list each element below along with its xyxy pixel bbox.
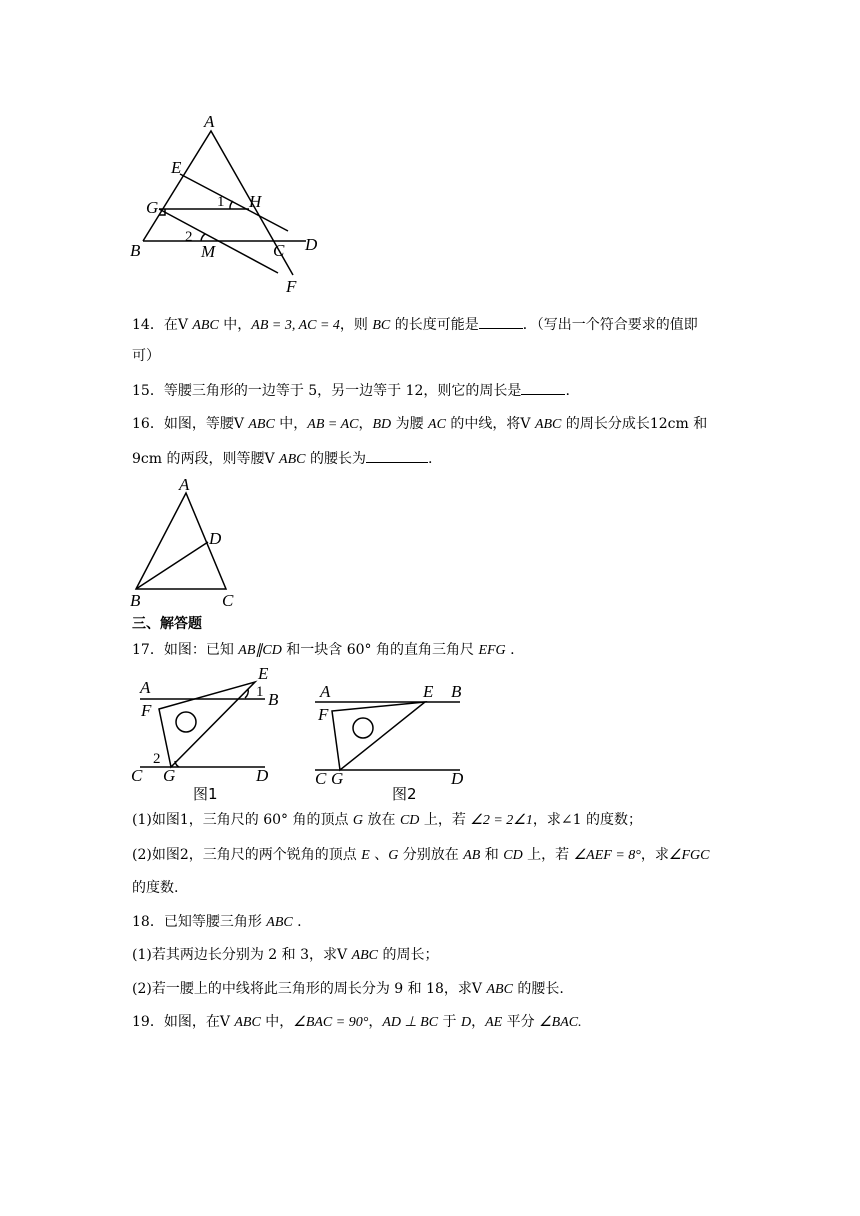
label-C: C [273,241,285,260]
question-19: 19．如图，在V ABC 中，∠BAC = 90°，AD ⊥ BC 于 D，AE 平分 ∠BAC. [132,1014,582,1030]
answer-blank[interactable] [521,380,565,395]
label-B: B [130,591,141,610]
question-14-cont: 可） [132,348,160,364]
label-A: A [320,682,331,701]
label-H: H [249,192,262,211]
label-B: B [268,690,279,709]
label-E: E [258,664,269,683]
section-heading: 三、解答题 [132,616,202,632]
angle-2-label: 2 [185,229,193,245]
label-A: A [204,112,215,131]
figure-q16 [125,476,245,612]
label-E: E [171,158,182,177]
label-G: G [146,198,159,217]
label-G: G [331,769,344,788]
question-18: 18．已知等腰三角形 ABC . [132,914,302,930]
label-M: M [201,242,216,261]
label-F: F [141,701,152,720]
question-17-part2-cont: 的度数. [132,880,179,896]
label-C: C [131,766,143,785]
question-16-cont: 9cm 的两段，则等腰V ABC 的腰长为 . [132,448,432,470]
figure-1-caption: 图1 [193,785,218,803]
figure-2-caption: 图2 [392,785,417,803]
question-17-part1: (1)如图1，三角尺的 60° 角的顶点 G 放在 CD 上，若 ∠2 = 2∠1，求∠1 的度数； [132,812,642,828]
answer-blank[interactable] [366,448,428,463]
question-16: 16．如图，等腰V ABC 中，AB = AC，BD 为腰 AC 的中线，将V ABC 的周长分成长12cm 和 [132,416,708,432]
question-15: 15．等腰三角形的一边等于 5，另一边等于 12，则它的周长是 . [132,380,570,401]
label-B: B [451,682,462,701]
label-D: D [305,235,318,254]
label-A: A [179,475,190,494]
question-14: 14．在V ABC 中，AB = 3, AC = 4，则 BC 的长度可能是 ．（写出一个符合要求的值即 [132,314,698,336]
label-A: A [140,678,151,697]
label-E: E [423,682,434,701]
label-F: F [318,705,329,724]
angle-2-label: 2 [153,751,161,767]
label-D: D [451,769,464,788]
label-C: C [315,769,327,788]
question-17-part2: (2)如图2，三角尺的两个锐角的顶点 E 、G 分别放在 AB 和 CD 上，若 ∠AEF = 8°，求∠FGC [132,847,710,863]
figure-q13 [125,110,325,300]
angle-1-label: 1 [256,684,264,700]
label-G: G [163,766,176,785]
question-18-part1: (1)若其两边长分别为 2 和 3，求V ABC 的周长； [132,947,439,963]
question-18-part2: (2)若一腰上的中线将此三角形的周长分为 9 和 18，求V ABC 的腰长. [132,981,564,997]
label-C: C [222,591,234,610]
label-B: B [130,241,141,260]
answer-blank[interactable] [479,314,523,329]
label-F: F [286,277,297,296]
angle-1-label: 1 [217,194,225,210]
label-D: D [256,766,269,785]
figure-q17 [125,665,475,805]
question-17: 17．如图：已知 AB∥CD 和一块含 60° 角的直角三角尺 EFG . [132,642,515,658]
label-D: D [209,529,222,548]
